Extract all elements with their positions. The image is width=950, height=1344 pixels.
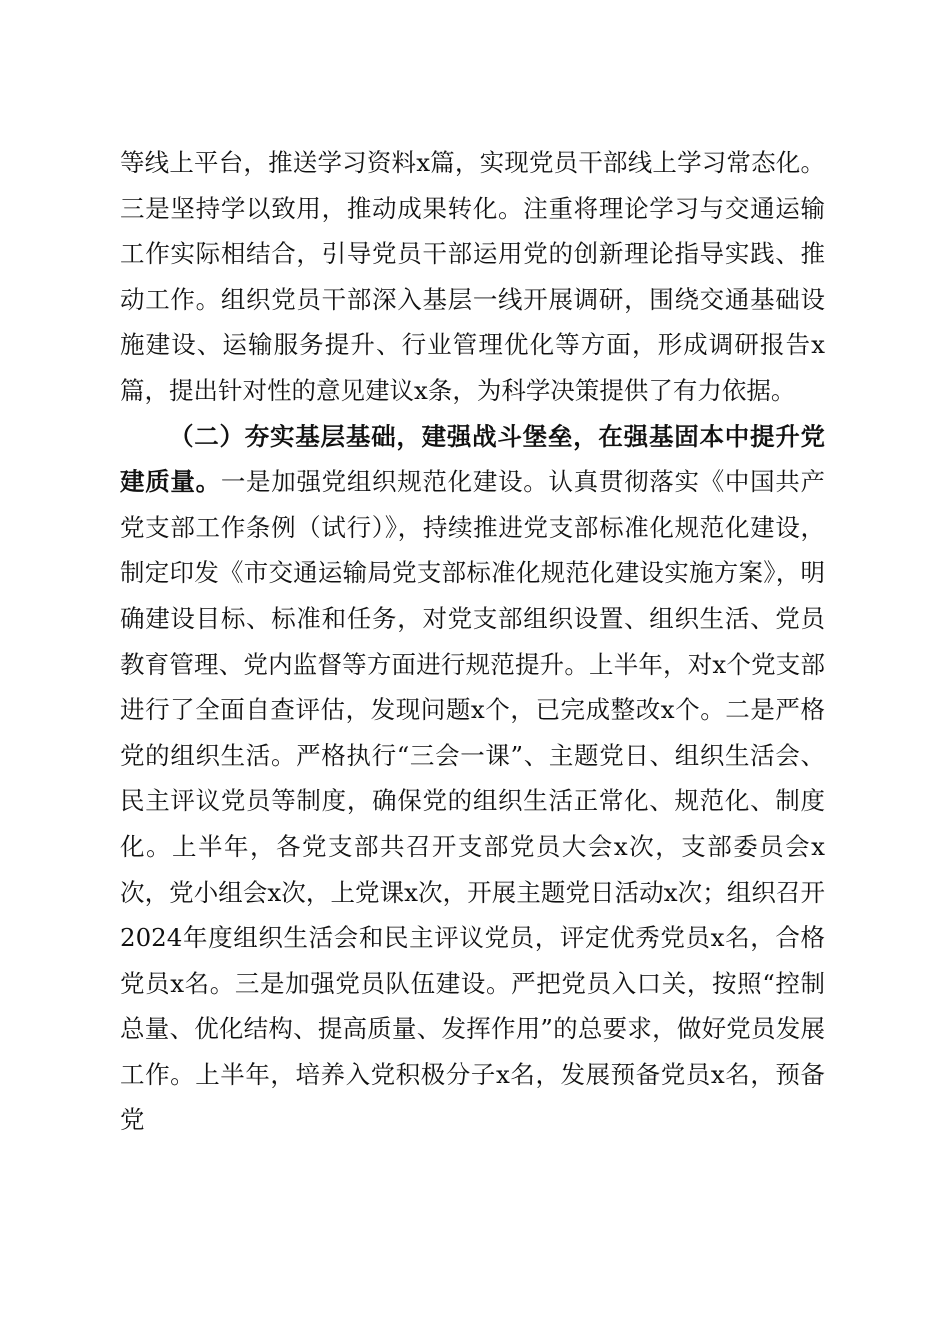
section-2-body: 一是加强党组织规范化建设。认真贯彻落实《中国共产党支部工作条例（试行）》，持续推进党支部标准化规范化建设，制定印发《市交通运输局党支部标准化规范化建设实施方案》，明确建设目标、标准和任务，对党支部组织设置、组织生活、党员教育管理、党内监督等方面进行规范提升。上半年，对x个党支部进行了全面自查评估，发现问题x个，已完成整改x个。二是严格党的组织生活。严格执行“三会一课”、主题党日、组织生活会、民主评议党员等制度，确保党的组织生活正常化、规范化、制度化。上半年，各党支部共召开支部党员大会x次，支部委员会x次，党小组会x次，上党课x次，开展主题党日活动x次；组织召开2024年度组织生活会和民主评议党员，评定优秀党员x名，合格党员x名。三是加强党员队伍建设。严把党员入口关，按照“控制总量、优化结构、提高质量、发挥作用”的总要求，做好党员发展工作。上半年，培养入党积极分子x名，发展预备党员x名，预备党: [120, 467, 826, 1135]
section-2-heading: （二）夯实基层基础，建强战斗堡垒，在强基固本中提升党建质量。: [120, 421, 825, 497]
paragraph-section-2: [120, 414, 825, 1144]
paragraph-continued: 等线上平台，推送学习资料x篇，实现党员干部线上学习常态化。三是坚持学以致用，推动成果转化。注重将理论学习与交通运输工作实际相结合，引导党员干部运用党的创新理论指导实践、推动工作。组织党员干部深入基层一线开展调研，围绕交通基础设施建设、运输服务提升、行业管理优化等方面，形成调研报告x篇，提出针对性的意见建议x条，为科学决策提供了有力依据。: [120, 148, 825, 405]
document-body: [120, 140, 825, 1143]
